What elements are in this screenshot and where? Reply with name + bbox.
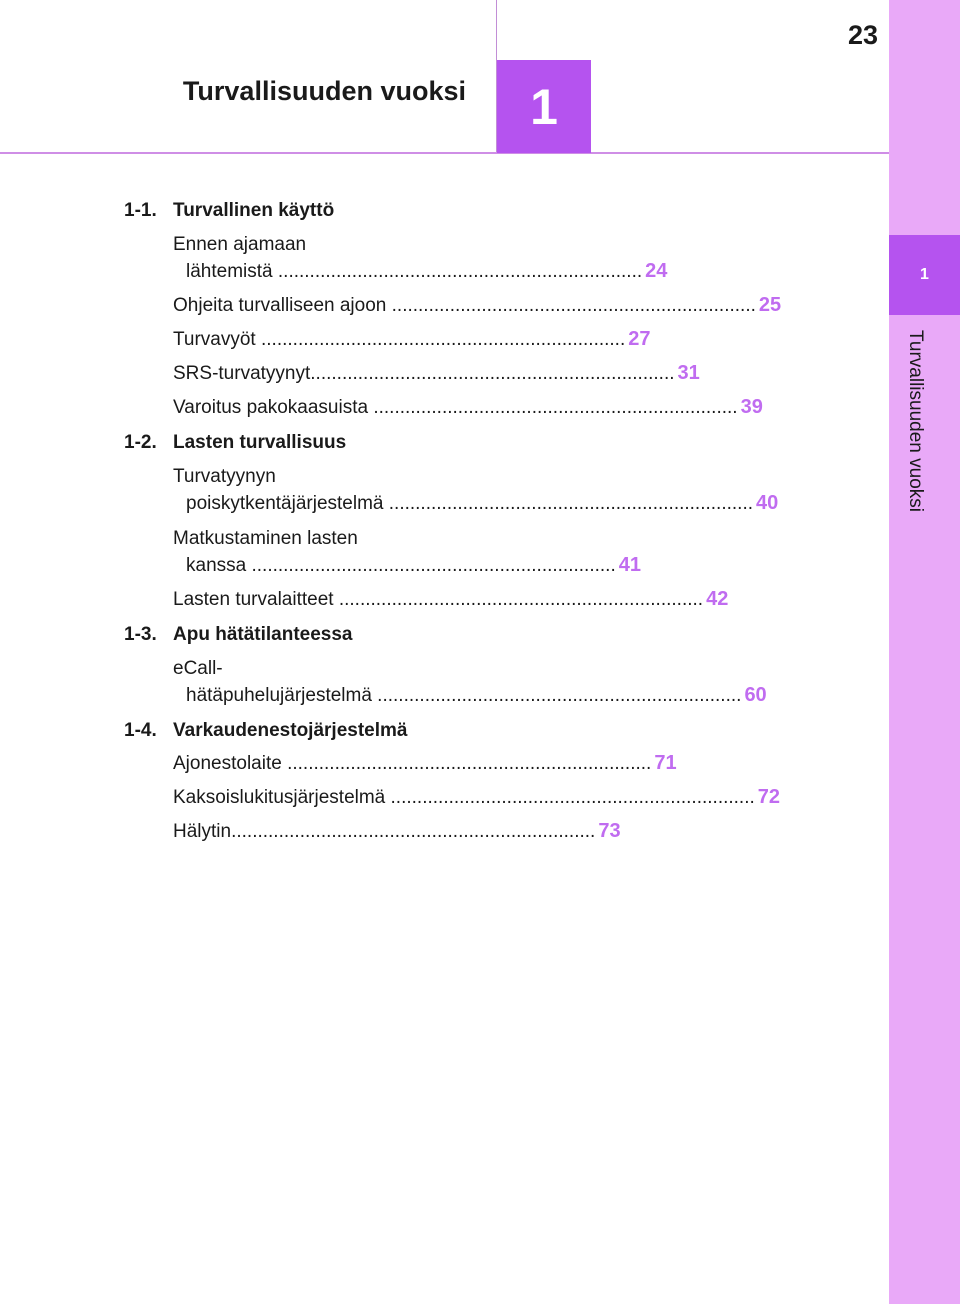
toc-section-1-3 [124,624,353,646]
entry-page-link[interactable]: 72 [757,786,781,808]
entry-page-link[interactable]: 39 [740,396,763,418]
entry-label: poiskytkentäjärjestelmä [186,493,384,514]
toc-entry-line: Matkustaminen lasten [173,528,358,549]
entry-label: kanssa [186,555,247,576]
toc-entry[interactable]: Kaksoislukitusjärjestelmä ..................................................................... 72 [173,786,781,808]
entry-label: Ohjeita turvalliseen ajoon [173,295,387,316]
toc-entry[interactable]: Ajonestolaite ..................................................................... 71 [173,752,677,774]
chapter-sidebar [889,0,960,1304]
entry-page-link[interactable]: 73 [598,820,621,842]
toc-entry-line: Turvatyynyn [173,466,276,487]
entry-page-link[interactable]: 41 [618,554,641,576]
entry-label: Hälytin [173,821,232,842]
entry-label: lähtemistä [186,261,273,282]
toc-entry[interactable]: poiskytkentäjärjestelmä ..................................................................... 40 [186,492,779,514]
entry-page-link[interactable]: 31 [677,362,700,384]
section-title: Turvallinen käyttö [173,200,335,221]
entry-label: Kaksoislukitusjärjestelmä [173,787,386,808]
sidebar-chapter-tab[interactable] [889,235,960,315]
page-number: 23 [847,20,878,50]
section-number: 1-3. [124,624,157,645]
toc-section-1-2 [124,432,346,454]
entry-page-link[interactable]: 40 [756,492,779,514]
section-title: Varkaudenestojärjestelmä [173,720,408,741]
entry-page-link[interactable]: 42 [706,588,729,610]
entry-label: Ajonestolaite [173,753,282,774]
toc-entry[interactable]: Lasten turvalaitteet ..................................................................... 42 [173,588,729,610]
entry-page-link[interactable]: 25 [758,294,782,316]
entry-page-link[interactable]: 60 [744,684,767,706]
section-number: 1-1. [124,200,157,221]
entry-label: Turvavyöt [173,329,256,350]
section-number: 1-4. [124,720,157,741]
toc-entry-line: eCall- [173,658,223,679]
entry-page-link[interactable]: 27 [628,328,651,350]
entry-label: Varoitus pakokaasuista [173,397,369,418]
toc-entry[interactable]: Turvavyöt ..................................................................... 27 [173,328,651,350]
section-title: Lasten turvallisuus [173,432,347,453]
chapter-number: 1 [530,78,558,135]
entry-label: SRS-turvatyynyt [173,363,311,384]
toc-entry[interactable]: SRS-turvatyynyt..................................................................... 31 [173,362,700,384]
entry-page-link[interactable]: 71 [654,752,677,774]
chapter-title: Turvallisuuden vuoksi [182,76,466,106]
section-title: Apu hätätilanteessa [173,624,353,645]
sidebar-chapter-number: 1 [920,266,929,283]
toc-entry[interactable]: kanssa ..................................................................... 41 [186,554,641,576]
entry-label: Lasten turvalaitteet [173,589,334,610]
sidebar-chapter-title: Turvallisuuden vuoksi [905,330,926,512]
toc-entry[interactable]: Varoitus pakokaasuista ..................................................................... 39 [173,396,763,418]
toc-section-1-1 [124,200,334,222]
toc-entry[interactable]: Ohjeita turvalliseen ajoon ..................................................................... 25 [173,294,782,316]
toc-entry[interactable]: hätäpuhelujärjestelmä ..................................................................... 60 [186,684,767,706]
entry-page-link[interactable]: 24 [645,260,668,282]
entry-label: hätäpuhelujärjestelmä [186,685,372,706]
section-number: 1-2. [124,432,157,453]
toc-section-1-4 [124,720,407,742]
toc-entry-line: Ennen ajamaan [173,234,307,255]
toc-entry[interactable]: lähtemistä ..................................................................... 24 [186,260,668,282]
toc-entry[interactable]: Hälytin..................................................................... 73 [173,820,621,842]
